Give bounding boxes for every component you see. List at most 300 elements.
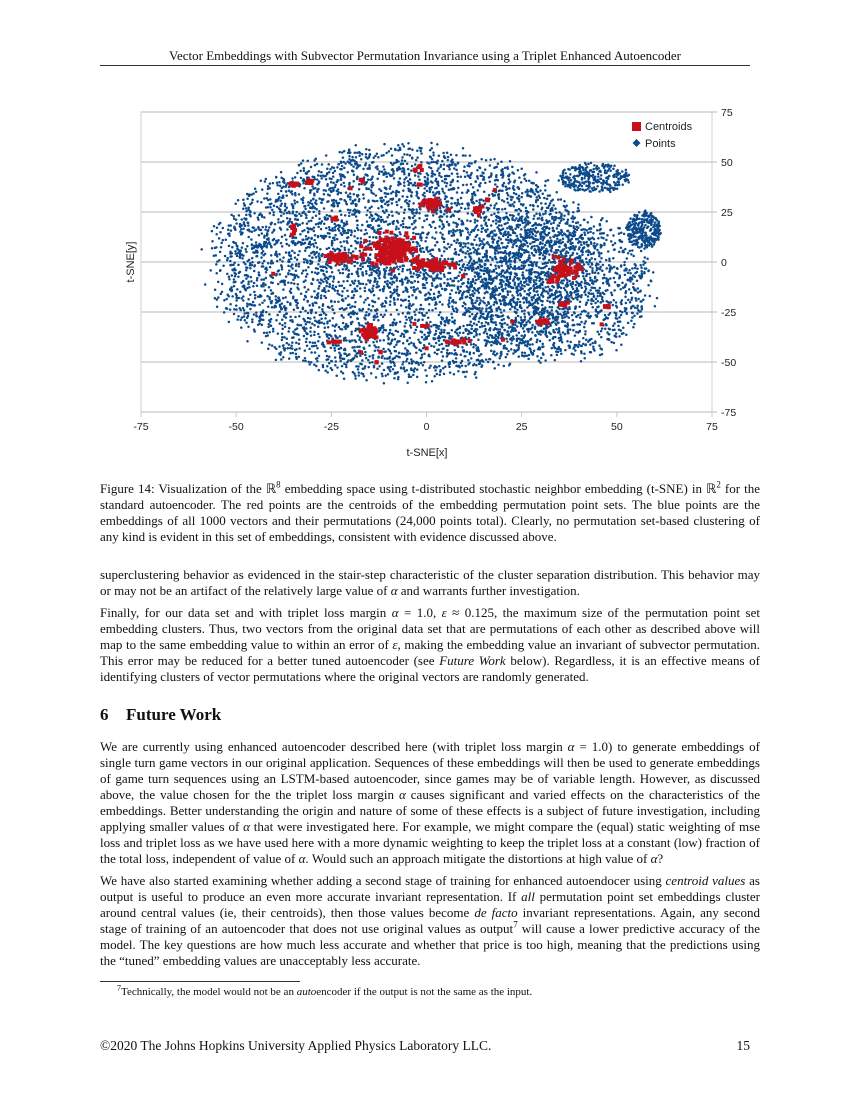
point: [442, 152, 445, 155]
point: [391, 358, 394, 361]
point: [394, 149, 397, 152]
point: [400, 299, 403, 302]
point: [397, 313, 400, 316]
point: [411, 157, 414, 160]
point: [279, 199, 282, 202]
point: [375, 237, 378, 240]
point: [328, 362, 331, 365]
point: [382, 165, 385, 168]
point: [237, 276, 240, 279]
point: [271, 344, 274, 347]
point: [262, 250, 265, 253]
point: [532, 208, 535, 211]
point: [327, 163, 330, 166]
point: [298, 324, 301, 327]
point: [445, 200, 448, 203]
point: [365, 187, 368, 190]
point: [305, 323, 308, 326]
point: [508, 178, 511, 181]
point: [246, 260, 249, 263]
point: [442, 347, 445, 350]
point: [566, 291, 569, 294]
point: [222, 264, 225, 267]
point: [309, 341, 312, 344]
point: [348, 183, 351, 186]
point: [335, 286, 338, 289]
point: [385, 220, 388, 223]
point: [322, 174, 325, 177]
point: [475, 364, 478, 367]
point: [305, 217, 308, 220]
point: [442, 317, 445, 320]
point: [402, 342, 405, 345]
point: [526, 328, 529, 331]
point: [361, 359, 364, 362]
point: [390, 352, 393, 355]
point: [235, 222, 238, 225]
point: [366, 167, 369, 170]
point: [236, 255, 239, 258]
point: [281, 339, 284, 342]
point: [515, 252, 518, 255]
point: [351, 169, 354, 172]
point: [451, 284, 454, 287]
point: [430, 249, 433, 252]
point: [423, 192, 426, 195]
point: [377, 215, 380, 218]
point: [314, 319, 317, 322]
point: [280, 215, 283, 218]
point: [547, 207, 550, 210]
point: [357, 275, 360, 278]
point: [386, 283, 389, 286]
point: [515, 334, 518, 337]
point: [412, 254, 415, 257]
point: [220, 242, 223, 245]
point: [280, 242, 283, 245]
point: [490, 172, 493, 175]
point: [591, 272, 594, 275]
point: [305, 341, 308, 344]
point: [533, 261, 536, 264]
point: [380, 304, 383, 307]
point: [242, 307, 245, 310]
point: [531, 299, 534, 302]
point: [499, 256, 502, 259]
point: [452, 360, 455, 363]
point: [474, 219, 477, 222]
point: [266, 332, 269, 335]
point: [346, 171, 349, 174]
point: [475, 226, 478, 229]
point: [343, 232, 346, 235]
point: [495, 215, 498, 218]
point: [283, 314, 286, 317]
point: [252, 301, 255, 304]
point: [346, 290, 349, 293]
point: [381, 375, 384, 378]
point: [391, 340, 394, 343]
point: [481, 240, 484, 243]
point: [314, 164, 317, 167]
point: [283, 212, 286, 215]
point: [405, 199, 408, 202]
point: [265, 271, 268, 274]
point: [249, 308, 252, 311]
point: [331, 287, 334, 290]
point: [378, 173, 381, 176]
point: [332, 280, 335, 283]
point: [412, 202, 415, 205]
point: [274, 223, 277, 226]
point: [296, 242, 299, 245]
point: [246, 312, 249, 315]
point: [299, 170, 302, 173]
point: [316, 360, 319, 363]
point: [557, 198, 560, 201]
point: [264, 289, 267, 292]
point: [425, 381, 428, 384]
point: [489, 180, 492, 183]
point: [350, 330, 353, 333]
point: [368, 154, 371, 157]
point: [333, 223, 336, 226]
point: [415, 297, 418, 300]
point: [226, 259, 229, 262]
point: [495, 222, 498, 225]
point: [448, 361, 451, 364]
point: [400, 304, 403, 307]
point: [423, 333, 426, 336]
point: [401, 195, 404, 198]
point: [403, 185, 406, 188]
point: [277, 296, 280, 299]
point: [330, 181, 333, 184]
point: [408, 200, 411, 203]
point: [459, 332, 462, 335]
point: [393, 162, 396, 165]
point: [341, 328, 344, 331]
point: [408, 373, 411, 376]
point: [200, 248, 203, 251]
point: [348, 313, 351, 316]
point: [394, 274, 397, 277]
point: [278, 207, 281, 210]
point: [489, 159, 492, 162]
point: [517, 298, 520, 301]
point: [412, 228, 415, 231]
point: [395, 228, 398, 231]
point: [439, 311, 442, 314]
point: [313, 324, 316, 327]
point: [268, 296, 271, 299]
point: [345, 220, 348, 223]
point: [330, 335, 333, 338]
point: [398, 212, 401, 215]
point: [250, 280, 253, 283]
point: [282, 297, 285, 300]
point: [532, 297, 535, 300]
point: [344, 308, 347, 311]
point: [312, 251, 315, 254]
point: [451, 258, 454, 261]
point: [309, 317, 312, 320]
point: [409, 352, 412, 355]
point: [376, 286, 379, 289]
point: [537, 333, 540, 336]
point: [318, 320, 321, 323]
point: [495, 178, 498, 181]
point: [403, 171, 406, 174]
point: [467, 242, 470, 245]
point: [383, 339, 386, 342]
point: [324, 175, 327, 178]
point: [328, 337, 331, 340]
point: [318, 170, 321, 173]
point: [261, 324, 264, 327]
point: [383, 268, 386, 271]
point: [307, 317, 310, 320]
point: [484, 202, 487, 205]
point: [392, 368, 395, 371]
point: [357, 268, 360, 271]
point: [347, 251, 350, 254]
point: [374, 213, 377, 216]
point: [428, 367, 431, 370]
point: [248, 286, 251, 289]
point: [482, 172, 485, 175]
point: [373, 200, 376, 203]
point: [442, 190, 445, 193]
point: [290, 292, 293, 295]
point: [404, 322, 407, 325]
point: [441, 255, 444, 257]
point: [441, 227, 444, 230]
point: [262, 309, 265, 312]
point: [485, 343, 488, 346]
point: [332, 172, 335, 175]
point: [430, 225, 433, 228]
point: [416, 245, 419, 248]
point: [353, 282, 356, 285]
point: [489, 164, 492, 167]
point: [524, 229, 527, 232]
point: [309, 191, 312, 194]
point: [304, 360, 307, 363]
point: [294, 256, 297, 259]
point: [295, 237, 298, 240]
point: [456, 204, 459, 207]
point: [379, 289, 382, 292]
point: [368, 355, 371, 358]
point: [344, 249, 347, 252]
point: [406, 288, 409, 291]
point: [343, 339, 346, 342]
point: [392, 334, 395, 337]
point: [389, 360, 392, 363]
point: [484, 339, 487, 342]
point: [414, 219, 417, 222]
point: [425, 312, 428, 315]
point: [520, 316, 523, 319]
point: [263, 260, 266, 263]
point: [551, 309, 554, 312]
point: [580, 313, 583, 316]
point: [406, 269, 409, 272]
point: [218, 237, 221, 240]
point: [471, 229, 474, 232]
point: [354, 199, 357, 202]
point: [432, 173, 435, 176]
point: [272, 277, 275, 280]
point: [291, 177, 294, 180]
point: [380, 327, 383, 330]
point: [287, 330, 290, 333]
point: [416, 287, 419, 290]
point: [350, 234, 353, 237]
point: [283, 179, 286, 182]
point: [317, 333, 320, 336]
point: [454, 331, 457, 334]
point: [403, 153, 406, 156]
point: [317, 226, 320, 229]
point: [281, 280, 284, 283]
point: [446, 316, 449, 319]
point: [225, 298, 228, 301]
point: [408, 296, 411, 299]
point: [447, 258, 450, 261]
point: [315, 256, 318, 259]
point: [370, 268, 373, 271]
point: [334, 184, 337, 187]
point: [351, 213, 354, 216]
point: [370, 189, 373, 192]
point: [240, 326, 243, 329]
point: [302, 159, 305, 162]
point: [506, 197, 509, 200]
point: [272, 182, 275, 185]
point: [318, 180, 321, 183]
point: [233, 278, 236, 281]
point: [537, 205, 540, 208]
point: [295, 299, 298, 302]
point: [465, 351, 468, 354]
point: [278, 253, 281, 256]
point: [361, 224, 364, 227]
point: [438, 291, 441, 294]
point: [356, 313, 359, 316]
point: [218, 223, 221, 226]
point: [443, 246, 446, 249]
point: [312, 197, 315, 200]
point: [362, 367, 365, 370]
point: [299, 233, 302, 236]
point: [227, 228, 230, 231]
point: [465, 252, 468, 255]
point: [325, 314, 328, 317]
point: [293, 282, 296, 285]
point: [412, 232, 415, 235]
point: [382, 199, 385, 202]
point: [418, 212, 421, 215]
point: [406, 291, 409, 294]
point: [404, 347, 407, 350]
point: [481, 359, 484, 362]
point: [427, 210, 430, 213]
point: [299, 241, 302, 244]
point: [248, 230, 251, 233]
point: [286, 243, 289, 246]
point: [427, 291, 430, 294]
point: [463, 165, 466, 168]
point: [358, 371, 361, 374]
point: [435, 187, 438, 190]
point: [535, 171, 538, 174]
point: [480, 158, 483, 161]
point: [369, 258, 372, 261]
point: [298, 250, 301, 253]
point: [265, 277, 268, 280]
point: [433, 293, 436, 296]
point: [318, 285, 321, 288]
point: [275, 176, 278, 179]
point: [436, 349, 439, 352]
point: [335, 336, 338, 339]
point: [572, 252, 575, 255]
point: [371, 361, 374, 364]
point: [430, 297, 433, 300]
point: [435, 231, 438, 234]
point: [286, 312, 289, 315]
point: [481, 227, 484, 230]
point: [257, 226, 260, 229]
point: [382, 348, 385, 351]
point: [441, 303, 444, 306]
point: [410, 264, 413, 267]
point: [481, 322, 484, 325]
point: [368, 274, 371, 277]
point: [429, 321, 432, 324]
point: [432, 324, 435, 327]
point: [454, 202, 457, 205]
point: [249, 294, 252, 297]
point: [462, 147, 465, 150]
point: [263, 235, 266, 238]
point: [422, 364, 425, 367]
point: [278, 345, 281, 348]
point: [247, 236, 250, 239]
point: [209, 269, 212, 272]
point: [509, 180, 512, 183]
point: [323, 237, 326, 240]
point: [277, 193, 280, 196]
point: [419, 172, 422, 175]
point: [434, 227, 437, 230]
point: [346, 280, 349, 283]
point: [302, 270, 305, 273]
point: [246, 305, 249, 308]
point: [238, 214, 241, 217]
point: [381, 362, 384, 365]
point: [320, 177, 323, 180]
point: [307, 312, 310, 315]
point: [337, 228, 340, 231]
point: [349, 209, 352, 212]
point: [510, 348, 513, 351]
point: [285, 194, 288, 197]
point: [438, 365, 441, 368]
point: [303, 167, 306, 170]
